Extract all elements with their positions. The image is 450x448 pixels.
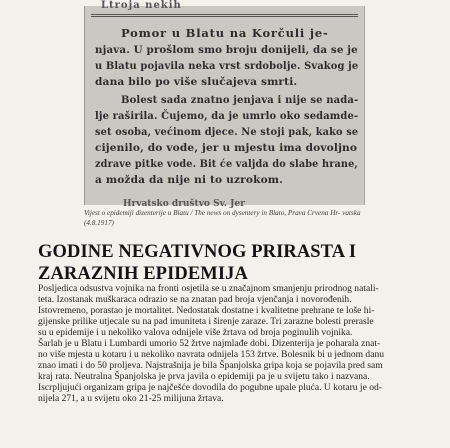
clipping-headline: Pomor u Blatu na Korčuli je- [121,26,329,40]
body-paragraph [38,283,448,405]
body-line: teta. Izostanak muškaraca odrazio se na znatan pad broja vjenčanja i novorođenih. [38,294,352,306]
clipping-line: dana bilo po više slučajeva smrti. [95,76,298,88]
body-line: znao imati i do 50 proljeva. Najstrašnija je bila Španjolska gripa koja se pojavila pred sam [38,360,383,372]
clipping-rule [91,14,358,15]
body-line: gijenske prilike utjecale su na pad imuniteta i širenje zaraze. Tri zarazne bolesti prerasle [38,316,374,328]
body-line: Posljedica odsustva vojnika na fronti osjetila se u značajnom smanjenju prirodnog natali- [38,283,379,294]
section-heading [38,241,433,285]
body-line: Iscrpljujući organizam gripa je najčešće dovodila do pogubne upale pluća. U kotaru je od- [38,382,382,394]
clipping-line: set osoba, većinom djece. Ne stoji pak, kako se [95,126,359,138]
clipping-line: cijenilo, do vode, jer u mjestu ima dovoljno [95,142,358,154]
clipping-line: zdrave pitke vode. Bit će valjda do slabe hrane, [95,158,358,170]
section-heading-line: GODINE NEGATIVNOG PRIRASTA I [38,242,357,262]
newspaper-clipping [84,0,365,209]
clipping-line: njava. U prošlom smo broju donijeli, da se je [95,44,358,56]
body-line: nijela 271, a u svijetu oko 21-25 milijuna žrtava. [38,393,224,405]
body-line: Šarlah je u Blatu i Lumbardi umorio 52 žrtve najmlađe dobi. Dizenterija je poharala znat- [38,338,381,350]
clipping-top-fragment: Ltroja nekih [101,0,182,11]
clipping-rule [91,16,358,17]
section-heading-line: ZARAZNIH EPIDEMIJA [38,264,248,284]
clipping-line: lje raširila. Čujemo, da je umrlo oko sedamde- [95,110,359,122]
clipping-line: Bolest sada znatno jenjava i nije se nada- [121,94,359,106]
clipping-line: u Blatu pojavila neka vrst srdobolje. Svakog je [95,60,359,72]
clipping-caption: Vijest o epidemiji dizenterije u Blatu / The news on dysentery in Blato, Prava Crvena Hr- vatska (4.8.1917) [84,209,361,227]
body-line: Istovremeno, porastao je mortalitet. Nedostatak dostatne i kvalitetne prehrane te loše hi- [38,305,375,317]
clipping-line: a možda da nije ni to uzrokom. [95,174,283,186]
body-line: no više mjesta u kotaru i u nekoliko navrata odnijela 153 žrtve. Bolesnik bi u jednom danu [38,349,384,361]
clipping-bottom-fragment: Hrvatsko društvo Sv. Jer [123,199,245,209]
body-line: kraj rata. Neutralna Španjolska je prva javila o epidemiji pa je u svijetu tako i nazvana. [38,371,370,383]
body-line: su u epidemije i u nekoliko valova odnijele više žrtava od broja poginulih vojnika. [38,327,353,339]
